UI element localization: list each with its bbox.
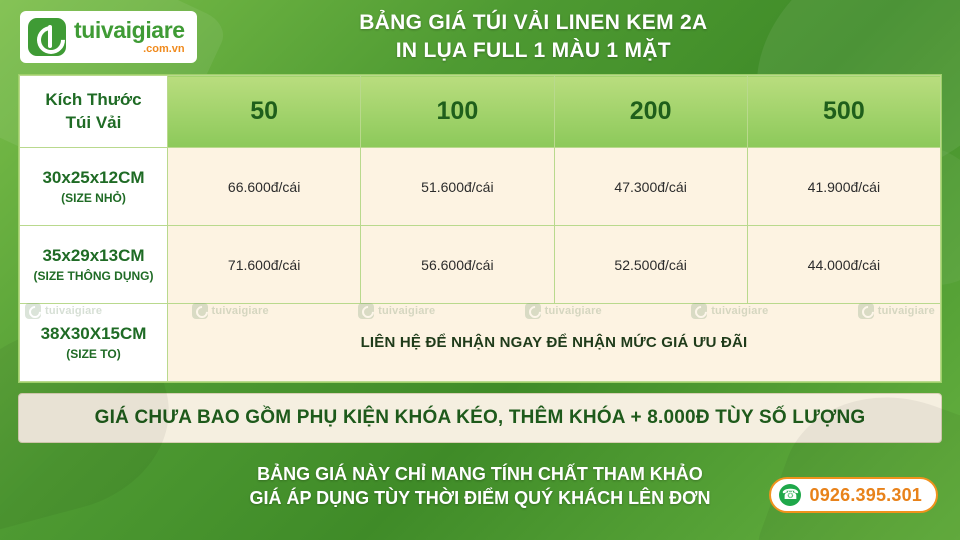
title-line-2: IN LỤA FULL 1 MÀU 1 MẶT [395,39,671,62]
watermark-text: tuivaigiare [45,305,103,317]
table-header-row [20,76,941,148]
watermark-text: tuivaigiare [711,305,769,317]
table-corner-header [20,76,168,148]
watermark-text: tuivaigiare [211,305,269,317]
phone-number: 0926.395.301 [809,484,922,505]
price-cell: 44.000đ/cái [747,226,940,304]
price-table [19,75,941,382]
price-cell: 41.900đ/cái [747,148,940,226]
footer-line-2: GIÁ ÁP DỤNG TÙY THỜI ĐIỂM QUÝ KHÁCH LÊN ĐƠN [249,488,711,508]
phone-icon [779,484,801,506]
size-note: (SIZE TO) [66,347,121,362]
row-size-label [20,226,168,304]
watermark-text: tuivaigiare [544,305,602,317]
row-size-label [20,304,168,382]
price-cell: 47.300đ/cái [554,148,747,226]
contact-phone-button[interactable] [769,477,938,513]
quantity-header-200: 200 [554,76,747,148]
page-title [127,11,940,63]
size-value: 30x25x12CM [42,167,145,187]
corner-label-line-1: Kích Thước [45,90,142,110]
poster-header [0,0,960,74]
price-cell: 71.600đ/cái [168,226,361,304]
price-table-body [20,148,941,382]
corner-label-line-2: Túi Vải [65,112,122,132]
size-value: 35x29x13CM [42,245,145,265]
price-cell: 56.600đ/cái [361,226,554,304]
price-table-head [20,76,941,148]
price-table-wrapper [18,74,942,383]
watermark-text: tuivaigiare [378,305,436,317]
quantity-header-100: 100 [361,76,554,148]
price-cell: 51.600đ/cái [361,148,554,226]
size-note: (SIZE NHỎ) [61,191,126,206]
poster-footer [0,451,960,521]
price-cell: 52.500đ/cái [554,226,747,304]
size-value: 38X30X15CM [40,323,147,343]
quantity-header-50: 50 [168,76,361,148]
price-cell: 66.600đ/cái [168,148,361,226]
row-size-label [20,148,168,226]
brand-name: tuivaigiare [74,17,185,43]
surcharge-note-bar: GIÁ CHƯA BAO GỒM PHỤ KIỆN KHÓA KÉO, THÊM KHÓA + 8.000Đ TÙY SỐ LƯỢNG [18,393,942,443]
quantity-header-500: 500 [747,76,940,148]
footer-line-1: BẢNG GIÁ NÀY CHỈ MANG TÍNH CHẤT THAM KHẢO [257,463,703,484]
leaf-bag-icon [28,18,66,56]
size-note: (SIZE THÔNG DỤNG) [33,269,154,284]
footer-disclaimer [249,462,710,511]
watermark-text: tuivaigiare [877,305,935,317]
table-row [20,226,941,304]
table-row [20,304,941,382]
title-line-1: BẢNG GIÁ TÚI VẢI LINEN KEM 2A [359,11,708,34]
table-row [20,148,941,226]
brand-domain: .com.vn [143,43,185,55]
contact-note-cell: LIÊN HỆ ĐỂ NHẬN NGAY ĐỂ NHẬN MỨC GIÁ ƯU ĐÃI [168,304,941,382]
